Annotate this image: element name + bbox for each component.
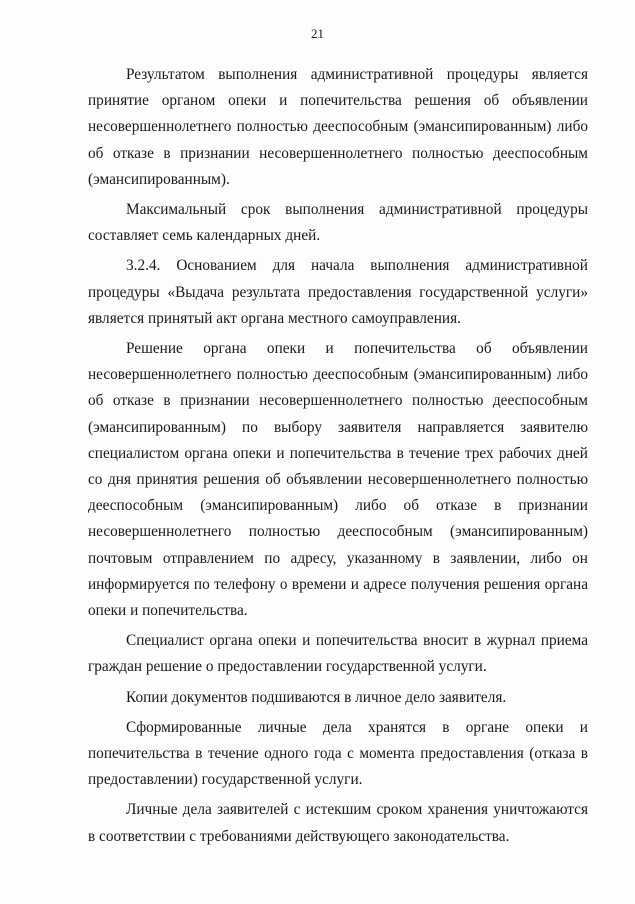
paragraph-max-term: Максимальный срок выполнения административной процедуры составляет семь календарных дней. xyxy=(88,201,588,245)
paragraph-result: Результатом выполнения административной процедуры является принятие органом опеки и попечительства решения об объявлении несовершеннолетнего полностью дееспособным (эмансипированным) либо об отказе в признании несовершеннолетнего полностью дееспособным (эмансипированным). xyxy=(88,66,588,188)
paragraph-decision-delivery: Решение органа опеки и попечительства об объявлении несовершеннолетнего полностью дееспособным (эмансипированным) либо об отказе в признании несовершеннолетнего полностью дееспособным (эмансипированным) по выбору заявителя направляется заявителю специалистом органа опеки и попечительства в течение трех рабочих дней со дня принятия решения об объявлении несовершеннолетнего полностью дееспособным (эмансипированным) либо об отказе в признании несовершеннолетнего полностью дееспособным (эмансипированным) почтовым отправлением по адресу, указанному в заявлении, либо он информируется по телефону о времени и адресе получения решения органа опеки и попечительства. xyxy=(88,340,588,620)
paragraph-journal: Специалист органа опеки и попечительства вносит в журнал приема граждан решение о предоставлении государственной услуги. xyxy=(88,632,588,676)
document-body xyxy=(88,62,588,850)
paragraph-storage: Сформированные личные дела хранятся в органе опеки и попечительства в течение одного года с момента предоставления (отказа в предоставлении) государственной услуги. xyxy=(88,718,588,789)
paragraph-destruction: Личные дела заявителей с истекшим сроком хранения уничтожаются в соответствии с требованиями действующего законодательства. xyxy=(88,801,588,845)
paragraph-copies: Копии документов подшиваются в личное дело заявителя. xyxy=(126,688,507,706)
paragraph-3-2-4: 3.2.4. Основанием для начала выполнения административной процедуры «Выдача результата предоставления государственной услуги» является принятый акт органа местного самоуправления. xyxy=(88,257,588,327)
page-number: 21 xyxy=(311,26,324,41)
